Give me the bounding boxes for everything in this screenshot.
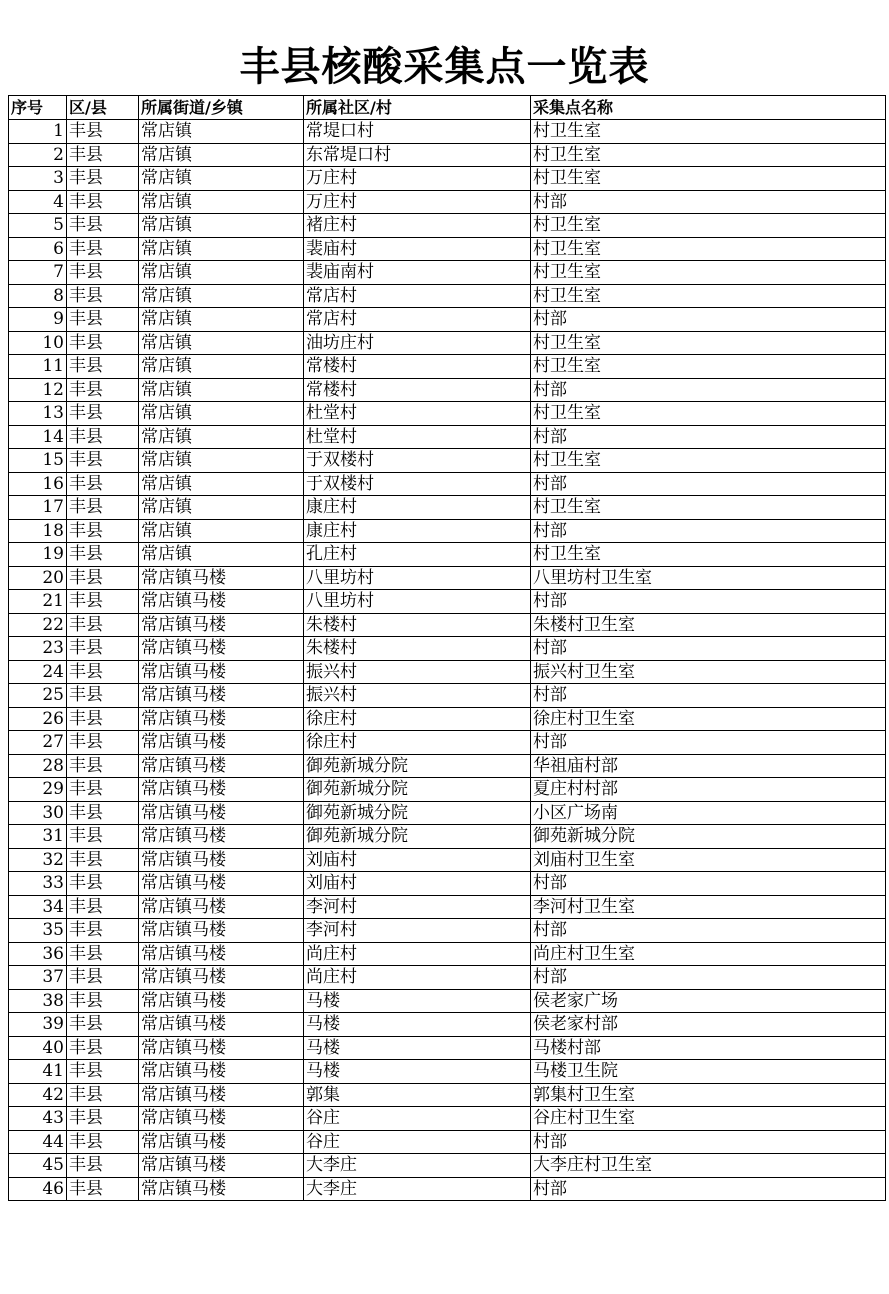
cell-index: 18	[9, 519, 67, 543]
table-row	[9, 284, 886, 308]
cell-county: 丰县	[67, 754, 139, 778]
cell-county: 丰县	[67, 989, 139, 1013]
cell-village: 郭集	[304, 1083, 531, 1107]
cell-county: 丰县	[67, 660, 139, 684]
cell-town: 常店镇马楼	[139, 590, 304, 614]
cell-town: 常店镇马楼	[139, 989, 304, 1013]
cell-site-name: 马楼卫生院	[531, 1060, 886, 1084]
cell-county: 丰县	[67, 190, 139, 214]
cell-town: 常店镇马楼	[139, 1177, 304, 1201]
cell-index: 26	[9, 707, 67, 731]
cell-index: 35	[9, 919, 67, 943]
cell-town: 常店镇马楼	[139, 637, 304, 661]
cell-town: 常店镇马楼	[139, 1130, 304, 1154]
cell-index: 10	[9, 331, 67, 355]
table-row	[9, 167, 886, 191]
cell-county: 丰县	[67, 778, 139, 802]
table-row	[9, 872, 886, 896]
cell-town: 常店镇马楼	[139, 707, 304, 731]
table-row	[9, 378, 886, 402]
cell-village: 振兴村	[304, 660, 531, 684]
cell-county: 丰县	[67, 684, 139, 708]
cell-town: 常店镇马楼	[139, 848, 304, 872]
cell-village: 万庄村	[304, 190, 531, 214]
cell-village: 李河村	[304, 919, 531, 943]
cell-site-name: 尚庄村卫生室	[531, 942, 886, 966]
cell-index: 25	[9, 684, 67, 708]
cell-county: 丰县	[67, 613, 139, 637]
cell-town: 常店镇	[139, 284, 304, 308]
header-site-name: 采集点名称	[531, 96, 886, 120]
table-row	[9, 543, 886, 567]
cell-town: 常店镇	[139, 472, 304, 496]
cell-index: 31	[9, 825, 67, 849]
cell-town: 常店镇马楼	[139, 1083, 304, 1107]
cell-index: 12	[9, 378, 67, 402]
cell-index: 7	[9, 261, 67, 285]
cell-county: 丰县	[67, 801, 139, 825]
cell-site-name: 村卫生室	[531, 261, 886, 285]
cell-town: 常店镇马楼	[139, 919, 304, 943]
table-row	[9, 214, 886, 238]
cell-county: 丰县	[67, 449, 139, 473]
cell-town: 常店镇马楼	[139, 942, 304, 966]
table-row	[9, 613, 886, 637]
cell-county: 丰县	[67, 237, 139, 261]
cell-village: 御苑新城分院	[304, 754, 531, 778]
cell-index: 39	[9, 1013, 67, 1037]
cell-town: 常店镇	[139, 449, 304, 473]
table-row	[9, 1177, 886, 1201]
cell-village: 马楼	[304, 1060, 531, 1084]
table-row	[9, 660, 886, 684]
cell-index: 37	[9, 966, 67, 990]
cell-village: 谷庄	[304, 1107, 531, 1131]
cell-site-name: 村部	[531, 966, 886, 990]
cell-site-name: 刘庙村卫生室	[531, 848, 886, 872]
table-row	[9, 684, 886, 708]
table-row	[9, 566, 886, 590]
cell-site-name: 小区广场南	[531, 801, 886, 825]
cell-county: 丰县	[67, 707, 139, 731]
table-row	[9, 449, 886, 473]
cell-site-name: 马楼村部	[531, 1036, 886, 1060]
header-index: 序号	[9, 96, 67, 120]
cell-village: 万庄村	[304, 167, 531, 191]
cell-county: 丰县	[67, 1177, 139, 1201]
cell-town: 常店镇马楼	[139, 754, 304, 778]
cell-town: 常店镇马楼	[139, 613, 304, 637]
cell-town: 常店镇	[139, 331, 304, 355]
cell-village: 御苑新城分院	[304, 778, 531, 802]
cell-site-name: 村部	[531, 378, 886, 402]
table-row	[9, 472, 886, 496]
cell-site-name: 村卫生室	[531, 355, 886, 379]
cell-site-name: 村部	[531, 190, 886, 214]
cell-village: 八里坊村	[304, 590, 531, 614]
cell-index: 13	[9, 402, 67, 426]
cell-site-name: 夏庄村村部	[531, 778, 886, 802]
cell-village: 御苑新城分院	[304, 801, 531, 825]
cell-site-name: 村卫生室	[531, 214, 886, 238]
table-row	[9, 731, 886, 755]
cell-village: 裴庙村	[304, 237, 531, 261]
cell-index: 3	[9, 167, 67, 191]
cell-site-name: 村卫生室	[531, 284, 886, 308]
cell-county: 丰县	[67, 331, 139, 355]
cell-village: 常楼村	[304, 355, 531, 379]
cell-site-name: 侯老家村部	[531, 1013, 886, 1037]
cell-county: 丰县	[67, 355, 139, 379]
cell-village: 东常堤口村	[304, 143, 531, 167]
table-row	[9, 308, 886, 332]
cell-county: 丰县	[67, 590, 139, 614]
cell-county: 丰县	[67, 284, 139, 308]
cell-index: 23	[9, 637, 67, 661]
cell-site-name: 侯老家广场	[531, 989, 886, 1013]
cell-village: 李河村	[304, 895, 531, 919]
cell-town: 常店镇	[139, 402, 304, 426]
cell-county: 丰县	[67, 1013, 139, 1037]
table-row	[9, 848, 886, 872]
cell-village: 常楼村	[304, 378, 531, 402]
cell-index: 28	[9, 754, 67, 778]
table-row	[9, 637, 886, 661]
cell-village: 谷庄	[304, 1130, 531, 1154]
cell-town: 常店镇	[139, 143, 304, 167]
cell-index: 32	[9, 848, 67, 872]
table-row	[9, 919, 886, 943]
cell-site-name: 村部	[531, 919, 886, 943]
cell-site-name: 村部	[531, 425, 886, 449]
cell-index: 6	[9, 237, 67, 261]
cell-site-name: 谷庄村卫生室	[531, 1107, 886, 1131]
cell-village: 于双楼村	[304, 449, 531, 473]
cell-site-name: 郭集村卫生室	[531, 1083, 886, 1107]
table-row	[9, 1060, 886, 1084]
cell-site-name: 村部	[531, 731, 886, 755]
cell-county: 丰县	[67, 261, 139, 285]
cell-county: 丰县	[67, 519, 139, 543]
cell-village: 马楼	[304, 1036, 531, 1060]
table-row	[9, 778, 886, 802]
cell-town: 常店镇	[139, 378, 304, 402]
table-row	[9, 190, 886, 214]
table-row	[9, 1013, 886, 1037]
cell-town: 常店镇马楼	[139, 778, 304, 802]
table-row	[9, 519, 886, 543]
cell-site-name: 村卫生室	[531, 120, 886, 144]
cell-village: 尚庄村	[304, 942, 531, 966]
cell-index: 33	[9, 872, 67, 896]
cell-county: 丰县	[67, 378, 139, 402]
cell-site-name: 徐庄村卫生室	[531, 707, 886, 731]
cell-town: 常店镇马楼	[139, 1013, 304, 1037]
table-row	[9, 1154, 886, 1178]
cell-site-name: 村卫生室	[531, 402, 886, 426]
cell-village: 常堤口村	[304, 120, 531, 144]
cell-site-name: 八里坊村卫生室	[531, 566, 886, 590]
cell-county: 丰县	[67, 543, 139, 567]
cell-town: 常店镇	[139, 425, 304, 449]
cell-county: 丰县	[67, 942, 139, 966]
cell-county: 丰县	[67, 1083, 139, 1107]
cell-village: 尚庄村	[304, 966, 531, 990]
cell-county: 丰县	[67, 637, 139, 661]
table-row	[9, 355, 886, 379]
cell-county: 丰县	[67, 472, 139, 496]
header-village: 所属社区/村	[304, 96, 531, 120]
cell-village: 朱楼村	[304, 637, 531, 661]
cell-town: 常店镇	[139, 190, 304, 214]
cell-village: 大李庄	[304, 1154, 531, 1178]
cell-village: 常店村	[304, 308, 531, 332]
header-row	[9, 96, 886, 120]
cell-index: 45	[9, 1154, 67, 1178]
cell-town: 常店镇	[139, 496, 304, 520]
cell-county: 丰县	[67, 825, 139, 849]
cell-town: 常店镇马楼	[139, 1036, 304, 1060]
cell-county: 丰县	[67, 402, 139, 426]
cell-index: 15	[9, 449, 67, 473]
cell-site-name: 御苑新城分院	[531, 825, 886, 849]
cell-town: 常店镇	[139, 355, 304, 379]
cell-site-name: 村卫生室	[531, 237, 886, 261]
cell-town: 常店镇	[139, 214, 304, 238]
cell-county: 丰县	[67, 848, 139, 872]
cell-village: 褚庄村	[304, 214, 531, 238]
cell-county: 丰县	[67, 1036, 139, 1060]
cell-town: 常店镇马楼	[139, 895, 304, 919]
cell-county: 丰县	[67, 566, 139, 590]
cell-county: 丰县	[67, 919, 139, 943]
cell-site-name: 村部	[531, 872, 886, 896]
cell-index: 5	[9, 214, 67, 238]
cell-site-name: 村部	[531, 1130, 886, 1154]
header-county: 区/县	[67, 96, 139, 120]
cell-town: 常店镇马楼	[139, 872, 304, 896]
table-row	[9, 707, 886, 731]
cell-site-name: 村部	[531, 519, 886, 543]
cell-index: 14	[9, 425, 67, 449]
cell-village: 康庄村	[304, 519, 531, 543]
cell-village: 裴庙南村	[304, 261, 531, 285]
cell-town: 常店镇马楼	[139, 660, 304, 684]
cell-town: 常店镇	[139, 120, 304, 144]
table-row	[9, 120, 886, 144]
cell-village: 杜堂村	[304, 402, 531, 426]
cell-site-name: 村部	[531, 637, 886, 661]
sheet-title: 丰县核酸采集点一览表	[239, 44, 650, 90]
cell-index: 44	[9, 1130, 67, 1154]
cell-village: 振兴村	[304, 684, 531, 708]
cell-county: 丰县	[67, 1060, 139, 1084]
table-row	[9, 801, 886, 825]
cell-site-name: 振兴村卫生室	[531, 660, 886, 684]
cell-index: 19	[9, 543, 67, 567]
cell-village: 油坊庄村	[304, 331, 531, 355]
table-row	[9, 425, 886, 449]
cell-index: 16	[9, 472, 67, 496]
cell-site-name: 村部	[531, 308, 886, 332]
cell-town: 常店镇	[139, 308, 304, 332]
table-row	[9, 1036, 886, 1060]
cell-index: 43	[9, 1107, 67, 1131]
cell-county: 丰县	[67, 895, 139, 919]
cell-index: 24	[9, 660, 67, 684]
cell-town: 常店镇马楼	[139, 1060, 304, 1084]
table-row	[9, 402, 886, 426]
cell-village: 马楼	[304, 1013, 531, 1037]
table-row	[9, 966, 886, 990]
cell-index: 17	[9, 496, 67, 520]
table-row	[9, 895, 886, 919]
cell-index: 36	[9, 942, 67, 966]
cell-index: 41	[9, 1060, 67, 1084]
cell-site-name: 村卫生室	[531, 167, 886, 191]
table-row	[9, 496, 886, 520]
cell-county: 丰县	[67, 496, 139, 520]
cell-village: 马楼	[304, 989, 531, 1013]
cell-county: 丰县	[67, 731, 139, 755]
table-row	[9, 1107, 886, 1131]
table-row	[9, 754, 886, 778]
cell-village: 杜堂村	[304, 425, 531, 449]
cell-town: 常店镇	[139, 261, 304, 285]
table-row	[9, 1130, 886, 1154]
cell-index: 38	[9, 989, 67, 1013]
cell-index: 21	[9, 590, 67, 614]
cell-site-name: 村部	[531, 472, 886, 496]
cell-county: 丰县	[67, 143, 139, 167]
cell-index: 42	[9, 1083, 67, 1107]
table-row	[9, 590, 886, 614]
cell-site-name: 李河村卫生室	[531, 895, 886, 919]
cell-county: 丰县	[67, 966, 139, 990]
cell-town: 常店镇马楼	[139, 801, 304, 825]
cell-site-name: 村卫生室	[531, 449, 886, 473]
cell-town: 常店镇马楼	[139, 966, 304, 990]
cell-village: 刘庙村	[304, 848, 531, 872]
cell-site-name: 朱楼村卫生室	[531, 613, 886, 637]
cell-town: 常店镇马楼	[139, 825, 304, 849]
cell-village: 孔庄村	[304, 543, 531, 567]
cell-village: 八里坊村	[304, 566, 531, 590]
table-row	[9, 942, 886, 966]
cell-town: 常店镇	[139, 519, 304, 543]
cell-index: 20	[9, 566, 67, 590]
cell-village: 常店村	[304, 284, 531, 308]
cell-town: 常店镇	[139, 543, 304, 567]
cell-town: 常店镇	[139, 237, 304, 261]
cell-county: 丰县	[67, 1107, 139, 1131]
cell-index: 34	[9, 895, 67, 919]
cell-village: 御苑新城分院	[304, 825, 531, 849]
cell-site-name: 华祖庙村部	[531, 754, 886, 778]
cell-county: 丰县	[67, 1154, 139, 1178]
cell-town: 常店镇马楼	[139, 731, 304, 755]
cell-index: 9	[9, 308, 67, 332]
cell-site-name: 村卫生室	[531, 496, 886, 520]
table-row	[9, 989, 886, 1013]
cell-index: 46	[9, 1177, 67, 1201]
cell-village: 于双楼村	[304, 472, 531, 496]
cell-site-name: 村部	[531, 1177, 886, 1201]
cell-county: 丰县	[67, 167, 139, 191]
cell-county: 丰县	[67, 214, 139, 238]
cell-town: 常店镇马楼	[139, 1107, 304, 1131]
cell-town: 常店镇马楼	[139, 684, 304, 708]
cell-county: 丰县	[67, 425, 139, 449]
table-row	[9, 1083, 886, 1107]
header-town: 所属街道/乡镇	[139, 96, 304, 120]
cell-village: 徐庄村	[304, 707, 531, 731]
table-row	[9, 331, 886, 355]
cell-index: 30	[9, 801, 67, 825]
cell-index: 2	[9, 143, 67, 167]
cell-index: 8	[9, 284, 67, 308]
cell-index: 22	[9, 613, 67, 637]
cell-town: 常店镇马楼	[139, 566, 304, 590]
cell-index: 27	[9, 731, 67, 755]
table-row	[9, 261, 886, 285]
cell-village: 康庄村	[304, 496, 531, 520]
cell-village: 刘庙村	[304, 872, 531, 896]
cell-town: 常店镇	[139, 167, 304, 191]
cell-site-name: 村卫生室	[531, 331, 886, 355]
cell-county: 丰县	[67, 1130, 139, 1154]
cell-index: 29	[9, 778, 67, 802]
table-row	[9, 143, 886, 167]
cell-site-name: 村卫生室	[531, 143, 886, 167]
cell-county: 丰县	[67, 872, 139, 896]
table-row	[9, 237, 886, 261]
cell-site-name: 大李庄村卫生室	[531, 1154, 886, 1178]
cell-village: 徐庄村	[304, 731, 531, 755]
cell-index: 4	[9, 190, 67, 214]
cell-index: 1	[9, 120, 67, 144]
cell-index: 11	[9, 355, 67, 379]
cell-town: 常店镇马楼	[139, 1154, 304, 1178]
table-row	[9, 825, 886, 849]
cell-county: 丰县	[67, 308, 139, 332]
collection-point-table	[8, 95, 886, 1201]
cell-county: 丰县	[67, 120, 139, 144]
cell-index: 40	[9, 1036, 67, 1060]
cell-village: 大李庄	[304, 1177, 531, 1201]
cell-site-name: 村部	[531, 590, 886, 614]
cell-village: 朱楼村	[304, 613, 531, 637]
cell-site-name: 村卫生室	[531, 543, 886, 567]
cell-site-name: 村部	[531, 684, 886, 708]
